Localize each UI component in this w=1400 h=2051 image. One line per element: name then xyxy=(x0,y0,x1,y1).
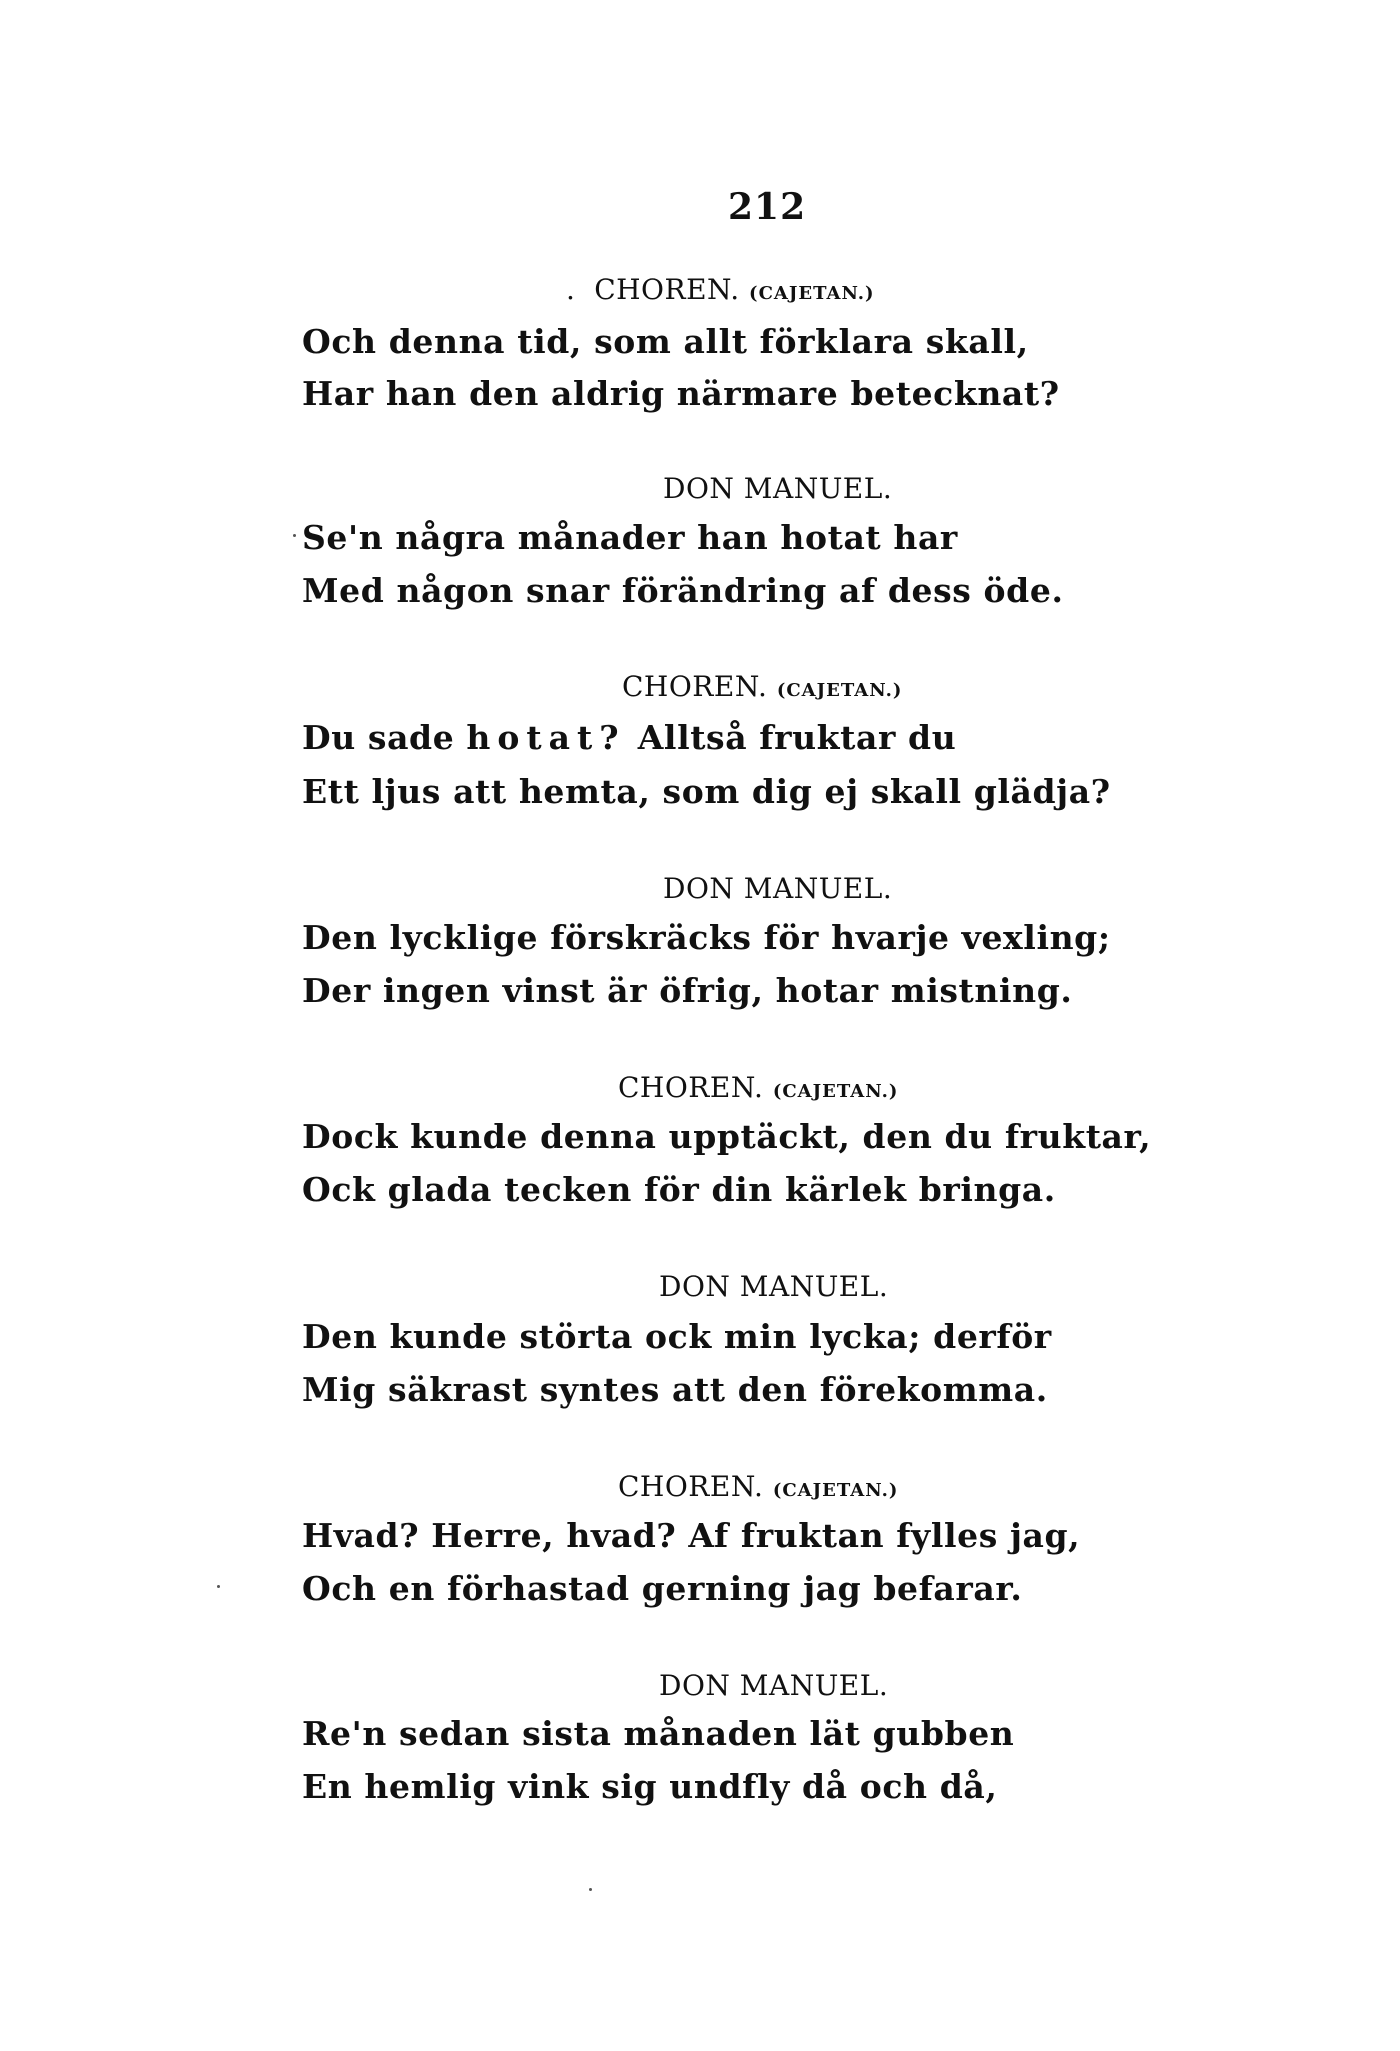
speaker-name: DON MANUEL. xyxy=(659,1669,889,1702)
verse-line: Och denna tid, som allt förklara skall, xyxy=(302,322,1029,361)
speaker-heading xyxy=(618,1071,898,1104)
verse-line: Hvad? Herre, hvad? Af fruktan fylles jag, xyxy=(302,1516,1081,1555)
speaker-heading xyxy=(663,472,892,505)
verse-line: Dock kunde denna upptäckt, den du fruktar, xyxy=(302,1117,1152,1156)
verse-line-with-emphasis: Du sade hotat? Alltså fruktar du xyxy=(302,718,957,757)
speaker-note: (CAJETAN.) xyxy=(776,680,903,701)
speaker-heading xyxy=(659,1669,888,1702)
scan-speck xyxy=(589,1888,592,1891)
speaker-heading xyxy=(663,872,892,905)
speaker-note: (CAJETAN.) xyxy=(772,1480,899,1501)
speaker-name: CHOREN. xyxy=(618,1071,764,1104)
verse-line: Den kunde störta ock min lycka; derför xyxy=(302,1317,1052,1356)
verse-line: Re'n sedan sista månaden lät gubben xyxy=(302,1714,1015,1753)
speaker-heading xyxy=(659,1270,888,1303)
verse-line: Mig säkrast syntes att den förekomma. xyxy=(302,1370,1048,1409)
verse-line: Ock glada tecken för din kärlek bringa. xyxy=(302,1170,1056,1209)
verse-line: En hemlig vink sig undfly då och då, xyxy=(302,1767,998,1806)
verse-line: Ett ljus att hemta, som dig ej skall glädja? xyxy=(302,772,1111,811)
speaker-note: (CAJETAN.) xyxy=(749,283,875,304)
verse-line: Med någon snar förändring af dess öde. xyxy=(302,571,1064,610)
speaker-name: DON MANUEL. xyxy=(659,1270,889,1303)
speaker-note: (CAJETAN.) xyxy=(772,1081,899,1102)
page-number: 212 xyxy=(728,186,807,228)
verse-line: Se'n några månader han hotat har xyxy=(302,518,958,557)
scan-speck xyxy=(217,1585,220,1588)
speaker-name: CHOREN. xyxy=(594,273,740,306)
speaker-name: CHOREN. xyxy=(622,670,768,703)
emphasized-word: hotat? xyxy=(466,718,626,757)
speaker-name: DON MANUEL. xyxy=(663,472,893,505)
verse-line: Har han den aldrig närmare betecknat? xyxy=(302,374,1060,413)
speaker-name: DON MANUEL. xyxy=(663,872,893,905)
verse-line: Och en förhastad gerning jag befarar. xyxy=(302,1569,1023,1608)
speaker-heading xyxy=(622,670,902,703)
scan-speck xyxy=(293,534,296,537)
speaker-name: CHOREN. xyxy=(618,1470,764,1503)
verse-line: Den lycklige förskräcks för hvarje vexling; xyxy=(302,918,1111,957)
speaker-heading: . CHOREN. (CAJETAN.) xyxy=(566,273,875,306)
verse-line: Der ingen vinst är öfrig, hotar mistning. xyxy=(302,971,1073,1010)
speaker-heading xyxy=(618,1470,898,1503)
